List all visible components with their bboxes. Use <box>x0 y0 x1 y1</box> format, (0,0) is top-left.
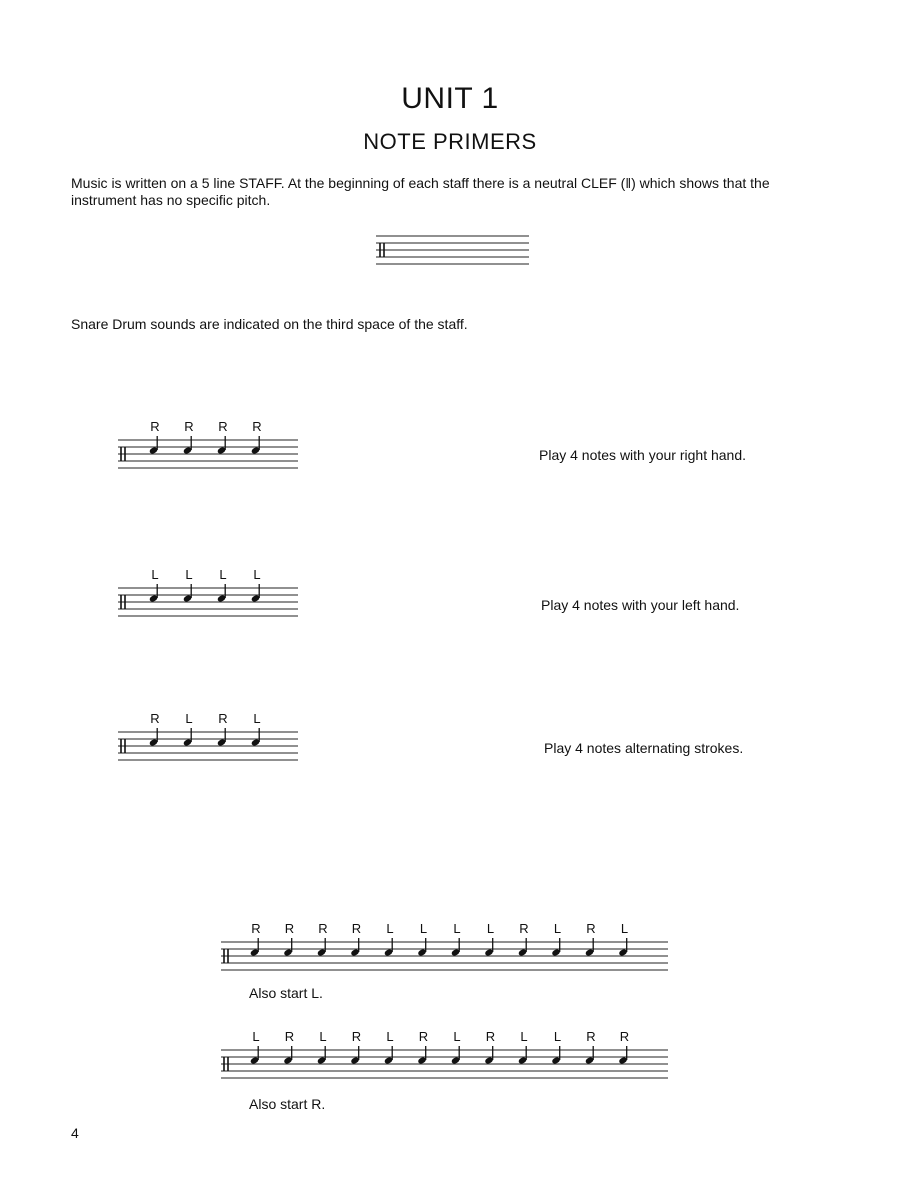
sticking-label: R <box>284 1029 295 1044</box>
unit-title: UNIT 1 <box>401 82 499 115</box>
exercise-caption: Also start L. <box>249 985 323 1001</box>
quarter-note-icon <box>585 938 595 957</box>
sticking-label: R <box>318 921 328 936</box>
quarter-note-icon <box>149 728 159 747</box>
sticking-label: L <box>252 1029 260 1044</box>
sticking-label: L <box>620 921 629 936</box>
sticking-label: R <box>519 921 529 936</box>
quarter-note-icon <box>149 436 159 455</box>
quarter-note-icon <box>350 1046 360 1065</box>
staff-lines <box>221 942 668 970</box>
sticking-label: R <box>218 419 228 434</box>
snare-description: Snare Drum sounds are indicated on the third space of the staff. <box>71 316 468 332</box>
exercise-staff-right-hand <box>118 418 303 480</box>
sticking-label: R <box>251 921 261 936</box>
quarter-note-icon <box>484 938 494 957</box>
quarter-note-icon <box>217 728 227 747</box>
sticking-label: R <box>586 1029 596 1044</box>
staff-lines <box>118 588 298 616</box>
staff-lines <box>118 440 298 468</box>
sticking-label: L <box>386 1029 394 1044</box>
quarter-note-icon <box>317 1046 327 1065</box>
sticking-label: L <box>185 567 193 582</box>
quarter-note-icon <box>551 938 561 957</box>
quarter-note-icon <box>250 1046 260 1065</box>
long-exercise-staff <box>221 1028 671 1090</box>
exercise-staff-alternating <box>118 710 303 772</box>
quarter-note-icon <box>250 938 260 957</box>
sticking-label: L <box>185 711 193 726</box>
sticking-label: L <box>486 921 495 936</box>
sticking-label: R <box>184 419 194 434</box>
sticking-label: L <box>319 1029 327 1044</box>
sticking-label: R <box>150 419 160 434</box>
long-exercise-staff <box>221 920 671 982</box>
sticking-label: R <box>150 711 160 726</box>
exercise-description: Play 4 notes with your left hand. <box>541 597 740 613</box>
exercise-caption: Also start R. <box>249 1096 326 1112</box>
quarter-note-icon <box>217 584 227 603</box>
quarter-note-icon <box>350 938 360 957</box>
quarter-note-icon <box>618 1046 628 1065</box>
quarter-note-icon <box>585 1046 595 1065</box>
quarter-note-icon <box>251 436 261 455</box>
sticking-label: R <box>351 921 362 936</box>
sticking-label: L <box>419 921 428 936</box>
sticking-label: L <box>253 567 261 582</box>
sticking-label: L <box>520 1029 528 1044</box>
sticking-label: L <box>553 1029 562 1044</box>
page-number: 4 <box>71 1125 79 1141</box>
quarter-note-icon <box>149 584 159 603</box>
sticking-label: R <box>619 1029 630 1044</box>
quarter-note-icon <box>551 1046 561 1065</box>
empty-staff-example <box>376 234 531 270</box>
quarter-note-icon <box>618 938 628 957</box>
sticking-label: L <box>453 921 461 936</box>
sticking-label: L <box>253 711 261 726</box>
quarter-note-icon <box>384 938 394 957</box>
sticking-label: R <box>418 1029 429 1044</box>
quarter-note-icon <box>183 584 193 603</box>
section-subtitle: NOTE PRIMERS <box>363 129 537 154</box>
staff-lines <box>118 732 298 760</box>
sticking-label: L <box>386 921 394 936</box>
sticking-label: L <box>553 921 562 936</box>
sticking-label: R <box>586 921 596 936</box>
quarter-note-icon <box>251 728 261 747</box>
quarter-note-icon <box>417 1046 427 1065</box>
exercise-description: Play 4 notes with your right hand. <box>539 447 747 463</box>
sticking-label: R <box>351 1029 362 1044</box>
staff-lines <box>221 1050 668 1078</box>
quarter-note-icon <box>317 938 327 957</box>
quarter-note-icon <box>417 938 427 957</box>
quarter-note-icon <box>283 938 293 957</box>
quarter-note-icon <box>484 1046 494 1065</box>
quarter-note-icon <box>451 938 461 957</box>
sticking-label: L <box>219 567 227 582</box>
intro-paragraph: Music is written on a 5 line STAFF. At the beginning of each staff there is a neutral CLEF (‖) which shows that the instrument has no specific pitch. <box>71 175 770 208</box>
sticking-label: R <box>252 419 262 434</box>
sticking-label: R <box>218 711 228 726</box>
exercise-staff-left-hand <box>118 566 303 628</box>
quarter-note-icon <box>183 728 193 747</box>
quarter-note-icon <box>451 1046 461 1065</box>
quarter-note-icon <box>217 436 227 455</box>
exercise-description: Play 4 notes alternating strokes. <box>544 740 744 756</box>
sticking-label: L <box>151 567 159 582</box>
quarter-note-icon <box>183 436 193 455</box>
sticking-label: R <box>284 921 295 936</box>
quarter-note-icon <box>251 584 261 603</box>
quarter-note-icon <box>518 938 528 957</box>
quarter-note-icon <box>283 1046 293 1065</box>
quarter-note-icon <box>384 1046 394 1065</box>
sticking-label: L <box>453 1029 461 1044</box>
quarter-note-icon <box>518 1046 528 1065</box>
sticking-label: R <box>485 1029 496 1044</box>
